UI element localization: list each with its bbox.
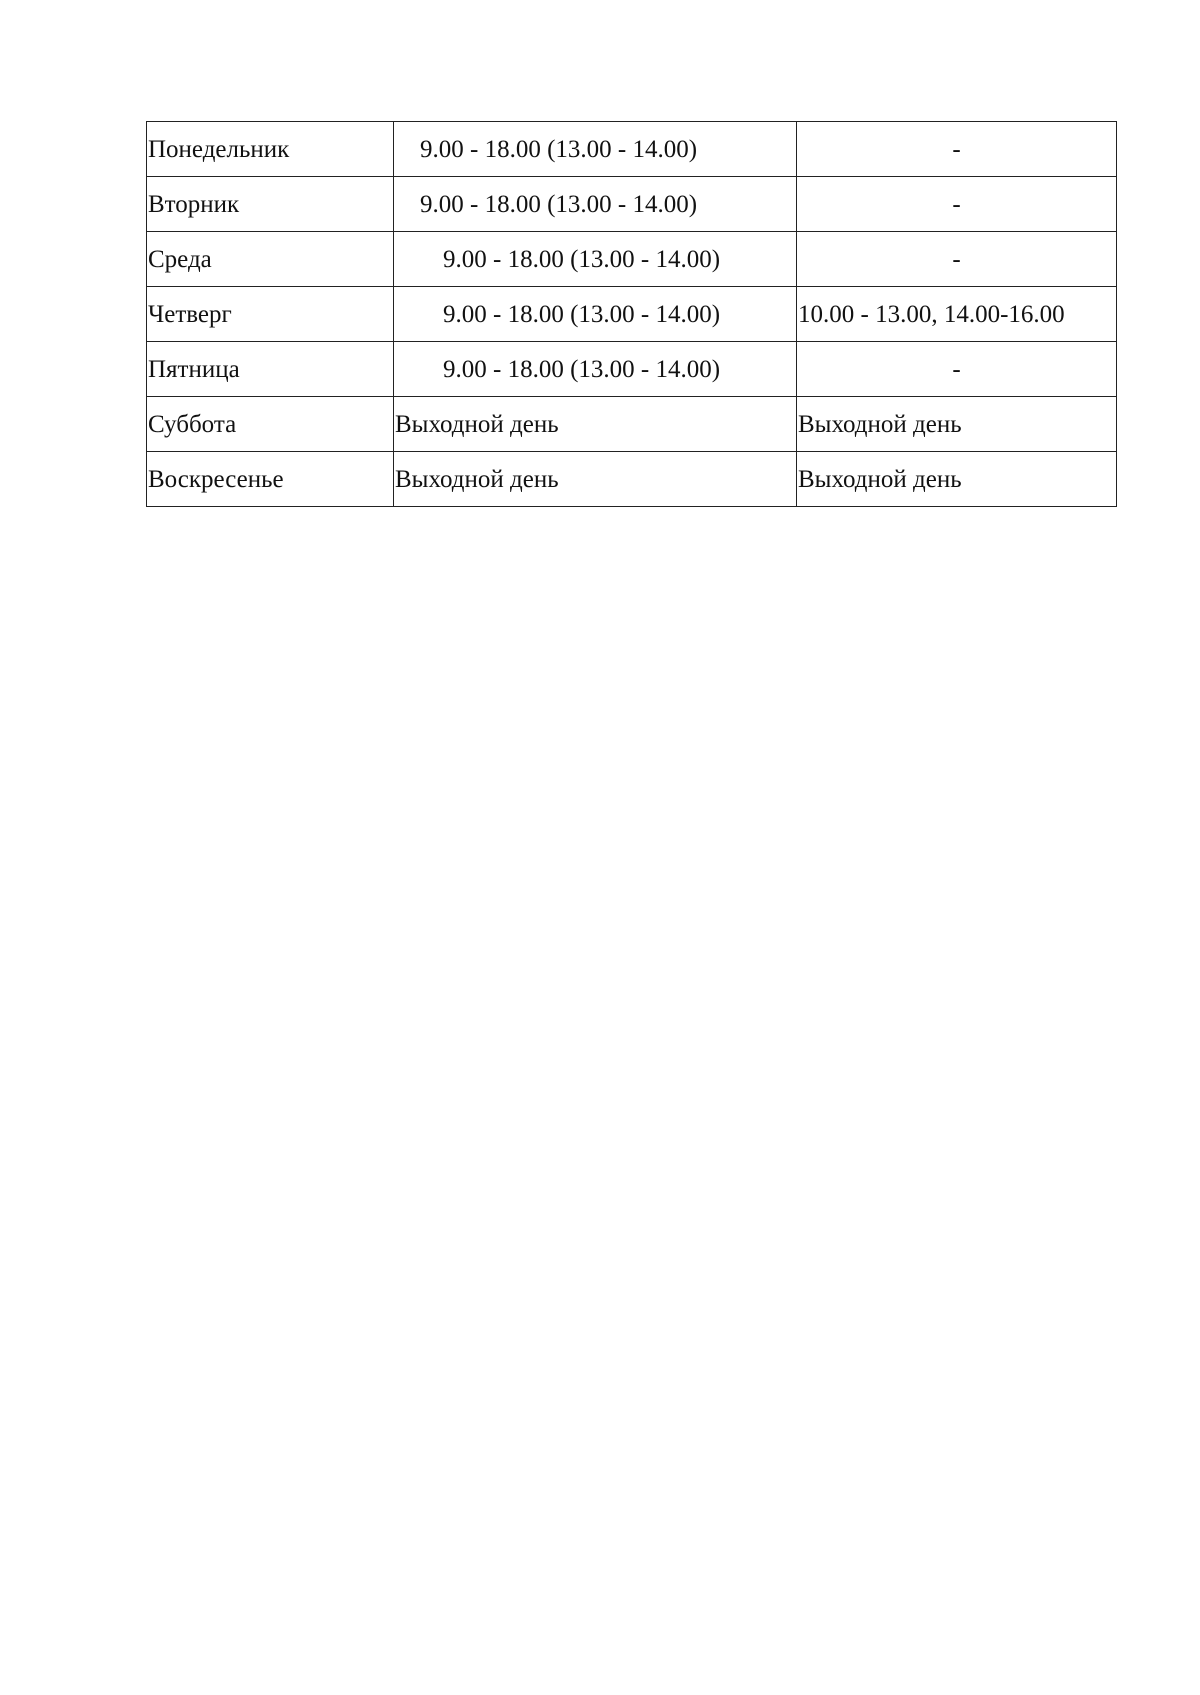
- table-row: [147, 232, 1117, 287]
- working-hours-cell: Выходной день: [394, 452, 797, 507]
- table-row: [147, 397, 1117, 452]
- schedule-table: [146, 121, 1117, 507]
- reception-hours-cell: Выходной день: [797, 452, 1117, 507]
- working-hours-cell: 9.00 - 18.00 (13.00 - 14.00): [394, 232, 797, 287]
- reception-hours-cell: 10.00 - 13.00, 14.00-16.00: [797, 287, 1117, 342]
- reception-hours-cell: Выходной день: [797, 397, 1117, 452]
- day-cell: Четверг: [147, 287, 394, 342]
- table-row: [147, 452, 1117, 507]
- day-cell: Воскресенье: [147, 452, 394, 507]
- working-hours-cell: Выходной день: [394, 397, 797, 452]
- day-cell: Суббота: [147, 397, 394, 452]
- day-cell: Понедельник: [147, 122, 394, 177]
- table-row: [147, 177, 1117, 232]
- working-hours-cell: 9.00 - 18.00 (13.00 - 14.00): [394, 287, 797, 342]
- reception-hours-cell: -: [797, 342, 1117, 397]
- reception-hours-cell: -: [797, 232, 1117, 287]
- day-cell: Вторник: [147, 177, 394, 232]
- table-row: [147, 287, 1117, 342]
- working-hours-cell: 9.00 - 18.00 (13.00 - 14.00): [394, 122, 797, 177]
- working-hours-cell: 9.00 - 18.00 (13.00 - 14.00): [394, 342, 797, 397]
- reception-hours-cell: -: [797, 177, 1117, 232]
- table-row: [147, 122, 1117, 177]
- working-hours-cell: 9.00 - 18.00 (13.00 - 14.00): [394, 177, 797, 232]
- day-cell: Пятница: [147, 342, 394, 397]
- day-cell: Среда: [147, 232, 394, 287]
- reception-hours-cell: -: [797, 122, 1117, 177]
- table-row: [147, 342, 1117, 397]
